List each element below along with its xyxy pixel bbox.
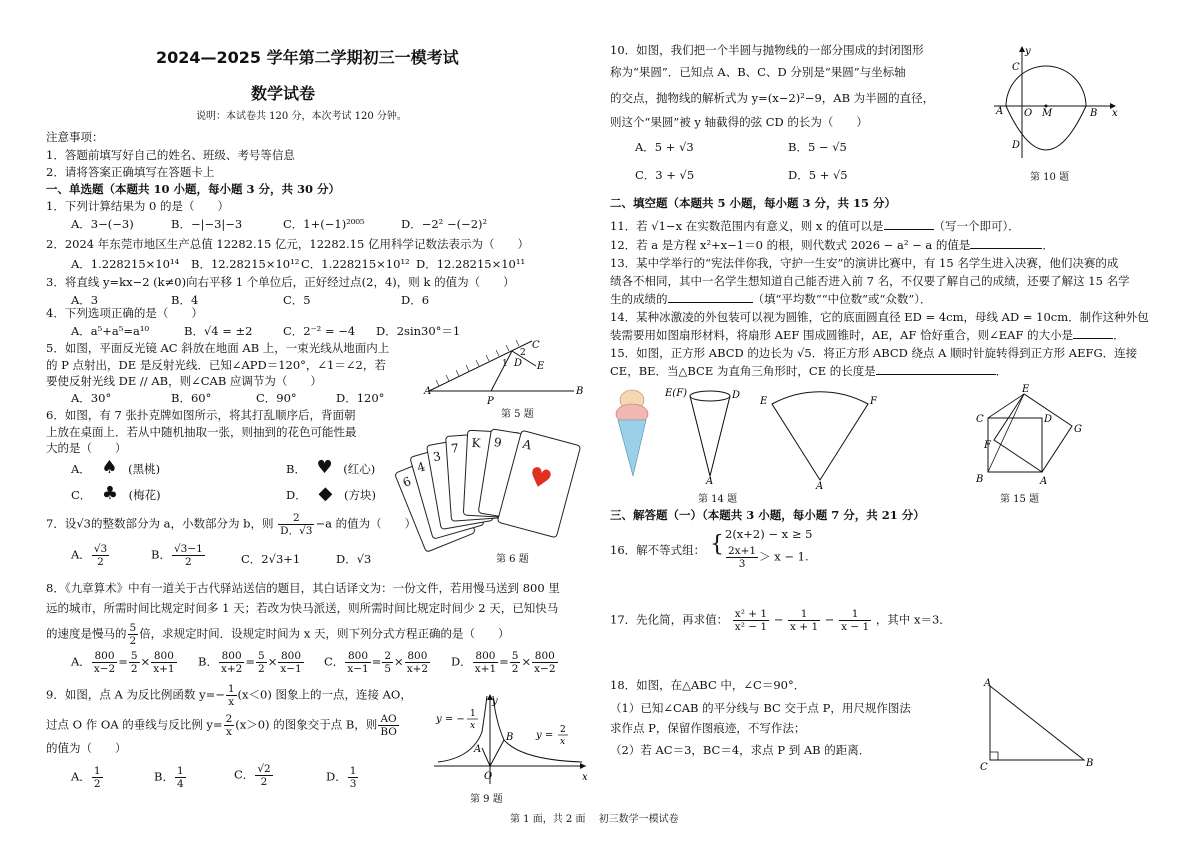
label-a: A	[1040, 476, 1048, 487]
label-f1-num: 1	[470, 709, 476, 719]
q16-ineq-2: $\frac{2x+1}{3}$ ＞ x − 1.	[728, 545, 809, 570]
label-a: A	[706, 476, 714, 487]
label-d: D	[732, 390, 741, 401]
q14-line: 14．某种冰激凌的外包装可以视为圆锥，它的底面圆直径 ED = 4cm，母线 AD = 10cm．制作这种外包	[610, 310, 1149, 324]
q18-line: （1）已知∠CAB 的平分线与 BC 交于点 P，用尺规作图法	[610, 701, 911, 715]
q10-option-c: C．3 + √5	[635, 168, 695, 182]
section-title: 一、单选题（本题共 10 小题，每小题 3 分，共 30 分）	[46, 182, 341, 196]
label-angle-1: 1	[502, 359, 508, 369]
q3-option-c: C．5	[283, 293, 311, 307]
q8-option-a: A． $\frac{800}{x-2}$ = $\frac{5}{2}$ × $\frac{800}{x+1}$	[71, 650, 175, 675]
q5-line: 5．如图，平面反光镜 AC 斜放在地面 AB 上，一束光线从地面内上	[46, 341, 390, 355]
q8-line: 的速度是慢马的 $\frac{5}{2}$ 倍，求规定时间．设规定时间为 x 天，则下列分式方程正确的是（ ）	[46, 622, 510, 647]
notes-item: 1．答题前填写好自己的姓名、班级、考号等信息	[46, 148, 295, 162]
q6-line: 上放在桌面上．若从中随机抽取一张，则抽到的花色可能性最	[46, 425, 357, 439]
notes-heading: 注意事项：	[46, 130, 104, 144]
section-title: 二、填空题（本题共 5 小题，每小题 3 分，共 15 分）	[610, 196, 897, 210]
exam-note: 说明：本试卷共 120 分，本次考试 120 分钟。	[196, 111, 407, 122]
exam-subtitle: 数学试卷	[251, 84, 316, 103]
q9-line: 过点 O 作 OA 的垂线与反比例 y= $\frac{2}{x}$ (x＞0) 的图象交于点 B，则 $\frac{AO}{BO}$	[46, 713, 397, 738]
q2-option-b: B．12.28215×10¹²	[191, 257, 300, 271]
q6-option-d: D． ◆ (方块)	[286, 483, 377, 504]
q6-option-a: A． ♠ (黑桃)	[71, 457, 161, 478]
card: 7	[445, 432, 505, 522]
notes-item: 2．请将答案正确填写在答题卡上	[46, 165, 215, 179]
figure-5-caption: 第 5 题	[501, 409, 534, 420]
q5-line: 要使反射光线 DE // AB，则∠CAB 应调节为（ ）	[46, 374, 322, 388]
label-d: D	[514, 358, 523, 369]
label-angle-2: 2	[520, 348, 526, 358]
q18-line: 18．如图，在△ABC 中，∠C＝90°．	[610, 678, 806, 692]
q4-option-b: B．√4 = ±2	[184, 324, 253, 338]
label-d: D	[1012, 140, 1021, 151]
figure-14-caption: 第 14 题	[698, 494, 738, 505]
q15-line: CE，BE．当△BCE 为直角三角形时，CE 的长度是 ．	[610, 364, 1008, 378]
label-o: O	[484, 771, 493, 782]
q2-option-d: D．12.28215×10¹¹	[416, 257, 526, 271]
q3-option-b: B．4	[171, 293, 199, 307]
q4-stem: 4．下列选项正确的是（ ）	[46, 306, 203, 320]
label-e: E	[760, 396, 768, 407]
q18-line: （2）若 AC＝3，BC＝4，求点 P 到 AB 的距离．	[610, 743, 871, 757]
q3-stem: 3．将直线 y=kx−2 (k≠0)向右平移 1 个单位后，正好经过点(2，4)，则 k 的值为（ ）	[46, 275, 515, 289]
q10-option-a: A．5 + √3	[635, 140, 694, 154]
label-f2-num: 2	[560, 725, 566, 735]
q16-label: 16．解不等式组：	[610, 543, 706, 557]
q7-option-b: B． $\frac{√3-1}{2}$	[151, 543, 203, 568]
q2-option-c: C．1.228215×10¹²	[301, 257, 410, 271]
incident-ray	[491, 351, 512, 391]
label-f1-den: x	[470, 721, 476, 731]
diamond-icon: ◆	[318, 483, 333, 504]
q6-option-b: B． ♥ (红心)	[286, 457, 376, 478]
figure-15-squares	[974, 384, 1082, 488]
q11: 11．若 √1−x 在实数范围内有意义，则 x 的值可以是 （写一个即可）．	[610, 219, 1020, 233]
q8-line: 8．《九章算术》中有一道关于古代驿站送信的题目，其白话译文为：一份文件，若用慢马送到 800 里	[46, 581, 560, 595]
card: 6	[394, 453, 476, 553]
label-ef: E(F)	[665, 388, 688, 399]
heart-icon: ♥	[524, 461, 556, 497]
label-p: P	[487, 396, 494, 407]
q7-option-c: C．2√3+1	[241, 552, 301, 566]
q9-line: 的值为（ ）	[46, 741, 127, 755]
q5-option-a: A．30°	[71, 391, 112, 405]
q1-stem: 1．下列计算结果为 0 的是（ ）	[46, 199, 229, 213]
q9-option-b: B． $\frac{1}{4}$	[154, 765, 184, 790]
q13-line: 13．某中学举行的“宪法伴你我，守护一生安”的演讲比赛中，有 15 名学生进入决赛，他们决赛的成	[610, 256, 1119, 270]
q1-option-a: A．3−(−3)	[71, 217, 134, 231]
q10-line: 10．如图，我们把一个半圆与抛物线的一部分围成的封闭图形	[610, 43, 924, 57]
q4-option-c: C．2⁻² = −4	[283, 324, 356, 338]
label-x: x	[582, 772, 588, 783]
q8-line: 远的城市，所需时间比规定时间多 1 天；若改为快马派送，则所需时间比规定时间少 2 天，已知快马	[46, 601, 559, 615]
q17: 17．先化简，再求值： $\frac{\text{x² + 1}}{\text{x² − 1}}$ − $\frac{1}{x + 1}$ − $\frac{1}{x - 1}$ ，其中 x＝3．	[610, 608, 951, 633]
label-b: B	[576, 386, 584, 397]
q18-line: 求作点 P，保留作图痕迹，不写作法；	[610, 721, 806, 735]
label-c: C	[532, 340, 540, 351]
q7-option-d: D．√3	[336, 552, 372, 566]
figure-9-hyperbolas	[432, 692, 592, 788]
label-b: B	[506, 732, 514, 743]
q4-option-d: D．2sin30°＝1	[376, 324, 461, 338]
q8-option-c: C． $\frac{800}{x-1}$ = $\frac{2}{5}$ × $\frac{800}{x+2}$	[324, 650, 429, 675]
system-brace: {	[710, 532, 724, 557]
label-x: x	[1112, 108, 1118, 119]
card: 3	[426, 436, 494, 530]
heart-icon: ♥	[316, 457, 333, 478]
curve-right	[493, 696, 582, 762]
label-f1: y = −	[436, 714, 465, 725]
q9-option-a: A． $\frac{1}{2}$	[71, 765, 101, 790]
q4-option-a: A．a⁵+a⁵=a¹⁰	[71, 324, 150, 338]
q5-line: 的 P 点射出，DE 是反射光线．已知∠APD＝120°，∠1＝∠2，若	[46, 358, 386, 372]
label-f2: y =	[536, 730, 554, 741]
club-icon: ♣	[101, 483, 119, 504]
q14-line: 装需要用如图扇形材料，将扇形 AEF 围成圆锥时，AE，AF 恰好重合，则∠EAF 的大小是 ．	[610, 328, 1125, 342]
card: A ♥	[497, 430, 582, 539]
q9-option-d: D． $\frac{1}{3}$	[326, 765, 357, 790]
q3-option-a: A．3	[71, 293, 99, 307]
q1-option-b: B．−|−3|−3	[171, 217, 243, 231]
q1-option-d: D．−2² −(−2)²	[401, 217, 488, 231]
label-a: A	[984, 678, 992, 689]
label-b: B	[1086, 758, 1094, 769]
label-m: M	[1042, 108, 1053, 119]
q6-line: 大的是（ ）	[46, 441, 127, 455]
page-footer: 第 1 面，共 2 面 初三数学一模试卷	[510, 814, 679, 825]
q2-option-a: A．1.228215×10¹⁴	[71, 257, 180, 271]
label-d: D	[1044, 414, 1053, 425]
label-c: C	[976, 414, 984, 425]
label-f2-den: x	[560, 737, 566, 747]
q8-option-d: D． $\frac{800}{x+1}$ = $\frac{5}{2}$ × $\frac{800}{x-2}$	[451, 650, 556, 675]
q10-option-d: D．5 + √5	[788, 168, 848, 182]
label-e: E	[1022, 384, 1030, 395]
label-a: A	[424, 386, 432, 397]
label-y: y	[1025, 46, 1031, 57]
card: 9	[478, 428, 545, 521]
q9-option-c: C． $\frac{√2}{2}$	[234, 763, 271, 788]
q12: 12．若 a 是方程 x²+x−1＝0 的根，则代数式 2026 − a² − a 的值是 ．	[610, 238, 1054, 252]
segment-ao	[482, 748, 490, 766]
card: K	[463, 430, 521, 519]
label-y: y	[492, 696, 498, 707]
figure-14-sector	[760, 388, 882, 490]
q10-line: 称为“果圆”．已知点 A、B、C、D 分别是“果圆”与坐标轴	[610, 65, 906, 79]
segment-ob	[490, 740, 504, 766]
q7-option-a: A． $\frac{√3}{2}$	[71, 543, 108, 568]
label-f: F	[870, 396, 877, 407]
figure-10-fruit-circle	[992, 44, 1120, 164]
spade-icon: ♠	[101, 457, 118, 478]
q9-line: 9．如图，点 A 为反比例函数 y=− $\frac{1}{x}$ (x＜0) 图象上的一点，连接 AO，	[46, 683, 412, 708]
card: 4	[409, 442, 485, 540]
label-b: B	[976, 474, 984, 485]
figure-9-caption: 第 9 题	[470, 794, 503, 805]
label-a: A	[816, 481, 824, 492]
q7-stem: 7．设√3的整数部分为 a，小数部分为 b，则 $\frac{2}{D.√3}$ −a 的值为（ ）	[46, 512, 417, 537]
figure-15-caption: 第 15 题	[1000, 494, 1040, 505]
label-o: O	[1024, 108, 1033, 119]
q5-option-b: B．60°	[171, 391, 212, 405]
label-f: F	[984, 440, 991, 451]
exam-title: 2024—2025 学年第二学期初三一模考试	[156, 48, 459, 67]
label-a: A	[474, 744, 482, 755]
section-title: 三、解答题（一）（本题共 3 小题，每小题 7 分，共 21 分）	[610, 508, 925, 522]
q10-option-b: B．5 − √5	[788, 140, 847, 154]
label-g: G	[1074, 424, 1082, 435]
label-c: C	[980, 762, 988, 773]
ice-cream-icon	[612, 388, 652, 478]
q10-line: 则这个“果圆”被 y 轴截得的弦 CD 的长为（ ）	[610, 115, 868, 129]
label-e: E	[537, 361, 545, 372]
figure-18-right-triangle	[976, 676, 1102, 772]
q1-option-c: C．1+(−1)²⁰⁰⁵	[283, 217, 365, 231]
q15-line: 15．如图，正方形 ABCD 的边长为 √5．将正方形 ABCD 绕点 A 顺时针旋转得到正方形 AEFG．连接	[610, 346, 1138, 360]
label-c: C	[1012, 62, 1020, 73]
label-b: B	[1090, 108, 1098, 119]
q5-option-c: C．90°	[256, 391, 297, 405]
q16-ineq-1: 2(x+2) − x ≥ 5	[725, 527, 813, 541]
q13-line: 绩各不相同，其中一名学生想知道自己能否进入前 7 名，不仅要了解自己的成绩，还要了解这 15 名学	[610, 274, 1130, 288]
q6-option-c: C． ♣ (梅花)	[71, 483, 161, 504]
figure-6-caption: 第 6 题	[496, 554, 529, 565]
q13-line: 生的成绩的 （填“平均数”“中位数”或“众数”）．	[610, 292, 932, 306]
q2-stem: 2．2024 年东莞市地区生产总值 12282.15 亿元，12282.15 亿用科学记数法表示为（ ）	[46, 237, 529, 251]
q10-line: 的交点，抛物线的解析式为 y=(x−2)²−9，AB 为半圆的直径，	[610, 91, 935, 105]
figure-6-cards	[400, 428, 578, 546]
label-a: A	[996, 106, 1004, 117]
q8-option-b: B． $\frac{800}{x+2}$ = $\frac{5}{2}$ × $\frac{800}{x-1}$	[198, 650, 302, 675]
figure-10-caption: 第 10 题	[1030, 172, 1070, 183]
figure-14-cone	[665, 384, 747, 487]
q6-line: 6．如图，有 7 张扑克牌如图所示，将其打乱顺序后，背面朝	[46, 408, 356, 422]
q3-option-d: D．6	[401, 293, 430, 307]
q5-option-d: D．120°	[336, 391, 385, 405]
